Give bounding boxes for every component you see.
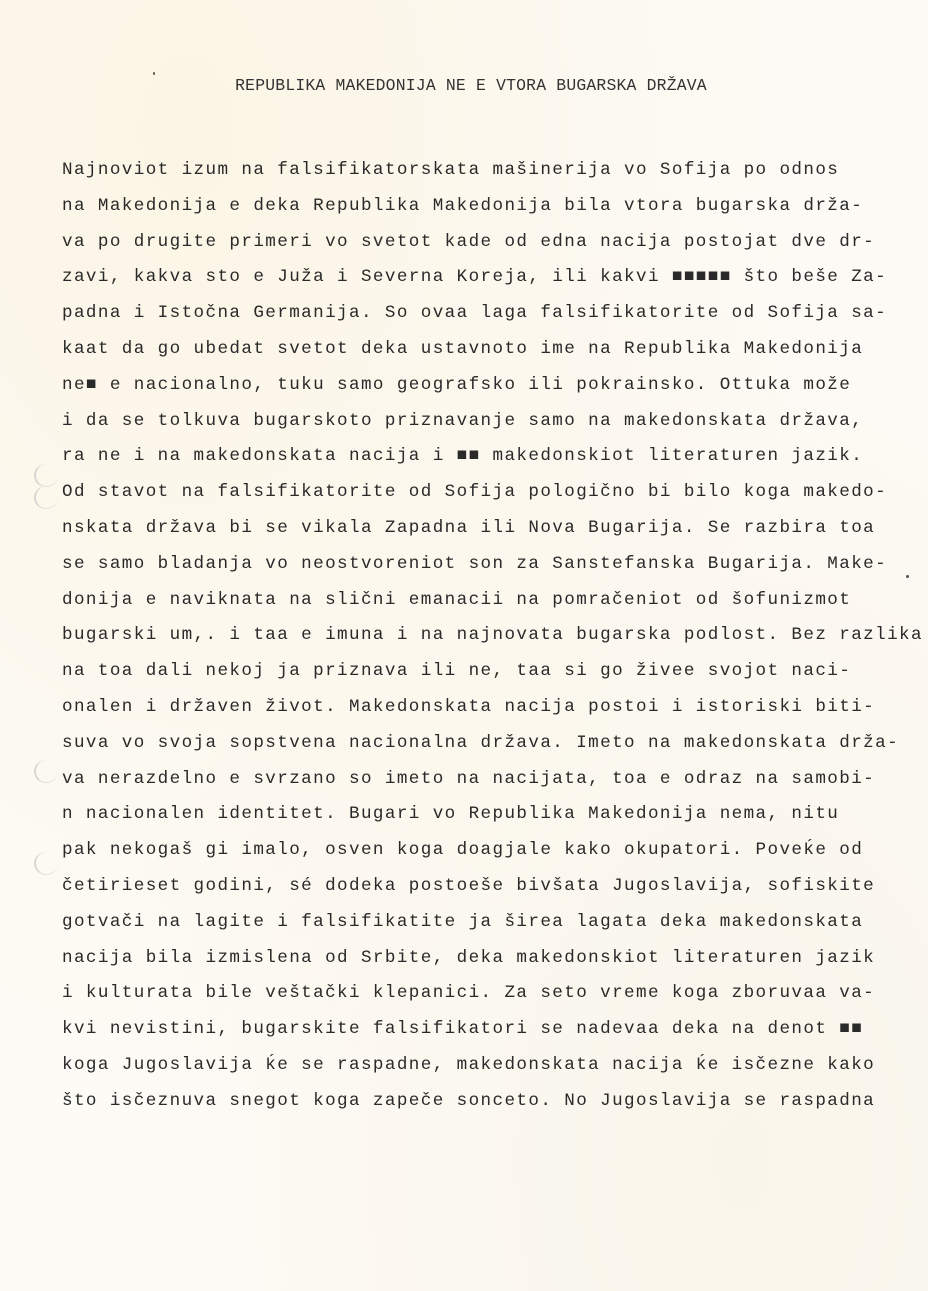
text-line: ne■ e nacionalno, tuku samo geografsko ili pokrainsko. Ottuka može — [62, 374, 852, 395]
ink-speck — [153, 72, 155, 75]
text-line: četirieset godini, sé dodeka postoeše bivšata Jugoslavija, sofiskite — [62, 875, 876, 896]
text-line: se samo bladanja vo neostvoreniot son za Sanstefanska Bugarija. Make- — [62, 553, 888, 574]
text-line: suva vo svoja sopstvena nacionalna država. Imeto na makedonskata drža- — [62, 732, 900, 753]
text-line: va po drugite primeri vo svetot kade od edna nacija postojat dve dr- — [62, 231, 876, 252]
text-line: Najnoviot izum na falsifikatorskata mašinerija vo Sofija po odnos — [62, 160, 840, 180]
text-line: i da se tolkuva bugarskoto priznavanje samo na makedonskata država, — [62, 410, 864, 431]
text-line: pak nekogaš gi imalo, osven koga doagjale kako okupatori. Poveḱe od — [62, 840, 864, 861]
text-line: ra ne i na makedonskata nacija i ■■ makedonskiot literaturen jazik. — [62, 446, 864, 467]
text-line: nskata država bi se vikala Zapadna ili Nova Bugarija. Se razbira toa — [62, 517, 876, 538]
text-line: va nerazdelno e svrzano so imeto na nacijata, toa e odraz na samobi- — [62, 768, 876, 789]
punch-hole-mark — [34, 852, 58, 875]
text-line: koga Jugoslavija ḱe se raspadne, makedonskata nacija ḱe isčezne kako — [62, 1054, 876, 1075]
text-line: na Makedonija e deka Republika Makedonija bila vtora bugarska drža- — [62, 195, 864, 216]
punch-hole-mark — [34, 760, 58, 783]
text-line: kvi nevistini, bugarskite falsifikatori se nadevaa deka na denot ■■ — [62, 1019, 864, 1040]
text-line: gotvači na lagite i falsifikatite ja širea lagata deka makedonskata — [62, 911, 864, 932]
text-line: što isčeznuva snegot koga zapeče sonceto. No Jugoslavija se raspadna — [62, 1090, 876, 1111]
text-line: nacija bila izmislena od Srbite, deka makedonskiot literaturen jazik — [62, 947, 876, 968]
text-line: n nacionalen identitet. Bugari vo Republika Makedonija nema, nitu — [62, 804, 840, 825]
text-line: onalen i državen život. Makedonskata nacija postoi i istoriski biti- — [62, 696, 876, 717]
text-line: na toa dali nekoj ja priznava ili ne, taa si go živee svojot naci- — [62, 661, 852, 682]
text-line: i kulturata bile veštački klepanici. Za seto vreme koga zboruvaa va- — [62, 983, 876, 1004]
text-line: kaat da go ubedat svetot deka ustavnoto ime na Republika Makedonija — [62, 338, 864, 359]
text-line: padna i Istočna Germanija. So ovaa laga falsifikatorite od Sofija sa- — [62, 303, 888, 324]
text-line: zavi, kakva sto e Juža i Severna Koreja, ili kakvi ■■■■■ što beše Za- — [62, 267, 888, 288]
ink-speck — [906, 575, 909, 578]
punch-hole-mark — [34, 464, 58, 487]
document-title: REPUBLIKA MAKEDONIJA NE E VTORA BUGARSKA DRŽAVA — [235, 76, 707, 95]
text-line: Od stavot na falsifikatorite od Sofija pologično bi bilo koga makedo- — [62, 482, 888, 503]
text-line: bugarski um,. i taa e imuna i na najnovata bugarska podlost. Bez razlika — [62, 625, 923, 646]
document-body — [62, 153, 923, 1120]
punch-hole-mark — [34, 486, 58, 509]
text-line: donija e naviknata na slični emanacii na pomračeniot od šofunizmot — [62, 589, 852, 610]
